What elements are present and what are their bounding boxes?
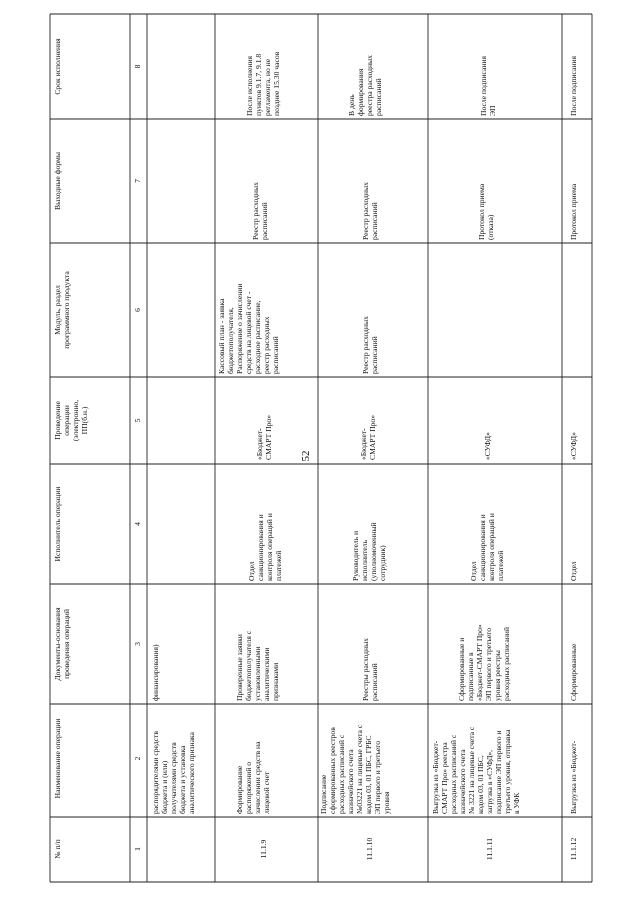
row2-module: Реестр расходных расписаний	[361, 316, 379, 374]
row2-num: 11.1.10	[365, 837, 374, 861]
col-number-2: 2	[133, 756, 142, 761]
row4-docs: Сформированные	[569, 643, 578, 701]
row4-output: Протокол приема	[569, 183, 578, 240]
col-number-3: 3	[133, 642, 142, 646]
row4-conduct: «СУФД»	[569, 432, 578, 460]
col-number-1: 1	[133, 847, 142, 851]
row2-deadline: В день формирования реестра расходных расписаний	[347, 55, 383, 116]
header-deadline: Срок исполнения	[53, 38, 62, 95]
header-exec: Исполнитель операции	[53, 486, 62, 562]
row3-conduct: «СУФД»	[483, 432, 492, 460]
row3-module	[484, 250, 500, 374]
row0-name: распорядителями средств бюджета и (или) получателями средств бюджета и установка аналитического признака	[151, 731, 196, 814]
col-number-4: 4	[133, 522, 142, 526]
row1-docs: Проверенные заявки бюджетополучателя с установленными аналитическими признаками	[235, 630, 280, 701]
header-conduct: Проведение операции (электронно, ПП(б.н.)	[53, 399, 89, 442]
col-number-8: 8	[133, 64, 142, 69]
row1-conduct: «Бюджет- СМАРТ Про»	[255, 414, 273, 460]
row1-output: Реестр расходных расписаний	[251, 182, 269, 240]
header-module: Модуль, раздел программного продукта	[53, 271, 71, 349]
row1-deadline: После исполнения пунктов 9.1.7, 9.1.8 регламента, но не позднее 15.30 часов	[245, 51, 281, 116]
header-num: № п/п	[53, 839, 62, 859]
row3-num: 11.1.11	[485, 837, 494, 861]
row1-name: Формирование распоряжений о зачислении средств на лицевой счет	[235, 741, 271, 814]
row3-exec: Отдел санкционирования и контроля операций и платежей	[469, 513, 505, 581]
row3-docs: Сформированные и подписанные в «Бюджет-СМАРТ Про» ЭП первого и третьего уровня реестры расходных расписаний	[457, 624, 511, 701]
row4-exec: Отдел	[569, 561, 578, 581]
row4-name: Выгрузка из «Бюджет-	[569, 740, 578, 814]
row3-name: Выгрузка из «Бюджет- СМАРТ Про» реестра расходных расписаний с казначейского счета № 3221 на лицевые счета с кодом 03, 01 ПБС, загрузка в «СУФД», подписание ЭП первого и третьего уровня, отправка в УФК	[431, 726, 521, 814]
header-docs: Документы-основания проведения операций	[53, 607, 71, 681]
row2-output: Реестр расходных расписаний	[361, 182, 379, 240]
row2-conduct: «Бюджет- СМАРТ Про»	[359, 414, 377, 460]
row2-docs: Реестры расходных расписаний	[361, 638, 379, 701]
row1-num: 11.1.9	[259, 839, 268, 859]
header-name: Наименование операции	[53, 718, 62, 799]
row2-exec: Руководитель и исполнитель (уполномоченный сотрудник)	[351, 522, 387, 581]
row4-num: 11.1.12	[569, 837, 578, 861]
col-number-7: 7	[133, 179, 142, 183]
row1-exec: Отдел санкционирования и контроля операций и платежей	[247, 513, 283, 581]
row0-docs: финансирования)	[151, 644, 160, 701]
row2-name: Подписание сформированных реестров расходных расписаний с казначейского счета №03221 на лицевые счета с кодом 03, 01 ПБС, ГРБС ЭП первого и третьего уровня	[319, 724, 391, 814]
row1-module: Кассовый план - заявка бюджетополучателя, Распоряжение о зачислении средств на лицевой счет - расходное расписание, реестр расходных расписаний	[217, 283, 280, 374]
row3-deadline: После подписания ЭП	[479, 56, 497, 116]
col-number-6: 6	[133, 308, 142, 312]
row4-deadline: После подписания	[569, 56, 578, 116]
row3-output: Протокол приема (отказа)	[477, 183, 495, 240]
col-number-5: 5	[133, 418, 142, 423]
header-output: Выходные формы	[53, 152, 62, 210]
page-number: 52	[300, 450, 312, 462]
